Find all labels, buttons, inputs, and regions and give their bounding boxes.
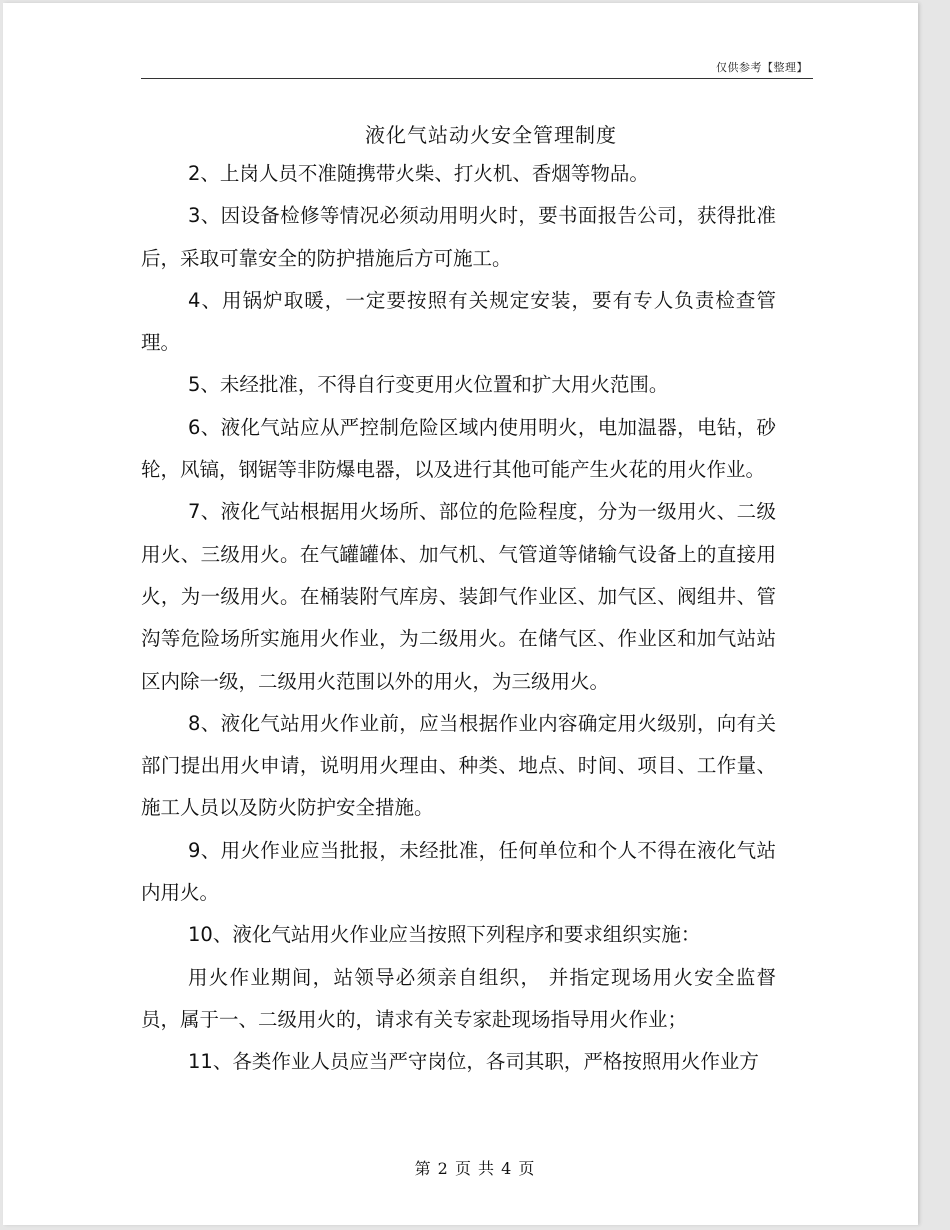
paragraph: 5、未经批准，不得自行变更用火位置和扩大用火范围。 [188, 373, 669, 397]
paragraph: 3、因设备检修等情况必须动用明火时，要书面报告公司，获得批准后，采取可靠安全的防护措施后方可施工。 [141, 204, 776, 270]
paragraph: 9、用火作业应当批报，未经批准，任何单位和个人不得在液化气站内用火。 [141, 838, 776, 905]
paragraph: 6、液化气站应从严控制危险区域内使用明火，电加温器，电钻，砂轮，风镐，钢锯等非防爆电器，以及进行其他可能产生火花的用火作业。 [141, 415, 776, 482]
paragraph: 用火作业期间，站领导必须亲自组织， 并指定现场用火安全监督员，属于一、二级用火的，请求有关专家赴现场指导用火作业； [141, 965, 776, 1031]
paragraph: 10、液化气站用火作业应当按照下列程序和要求组织实施： [188, 923, 701, 947]
document-body [141, 153, 776, 1084]
page-number: 第 2 页 共 4 页 [414, 1159, 536, 1178]
paragraph: 8、液化气站用火作业前，应当根据作业内容确定用火级别，向有关部门提出用火申请，说明用火理由、种类、地点、时间、项目、工作量、施工人员以及防火防护安全措施。 [141, 711, 776, 820]
document-title: 液化气站动火安全管理制度 [365, 123, 617, 147]
header-note: 仅供参考【整理】 [716, 61, 808, 74]
paragraph: 2、上岗人员不准随携带火柴、打火机、香烟等物品。 [188, 162, 649, 185]
paragraph: 4、用锅炉取暖，一定要按照有关规定安装，要有专人负责检查管理。 [141, 288, 776, 355]
paragraph: 11、各类作业人员应当严守岗位，各司其职，严格按照用火作业方 [188, 1050, 759, 1074]
header-divider [141, 78, 813, 79]
document-page [3, 3, 918, 1225]
paragraph: 7、液化气站根据用火场所、部位的危险程度，分为一级用火、二级用火、三级用火。在气罐罐体、加气机、气管道等储输气设备上的直接用火，为一级用火。在桶装附气库房、装卸气作业区、加气区、阀组井、管沟等危险场所实施用火作业，为二级用火。在储气区、作业区和加气站站区内除一级，二级用火范围以外的用火，为三级用火。 [141, 500, 776, 693]
